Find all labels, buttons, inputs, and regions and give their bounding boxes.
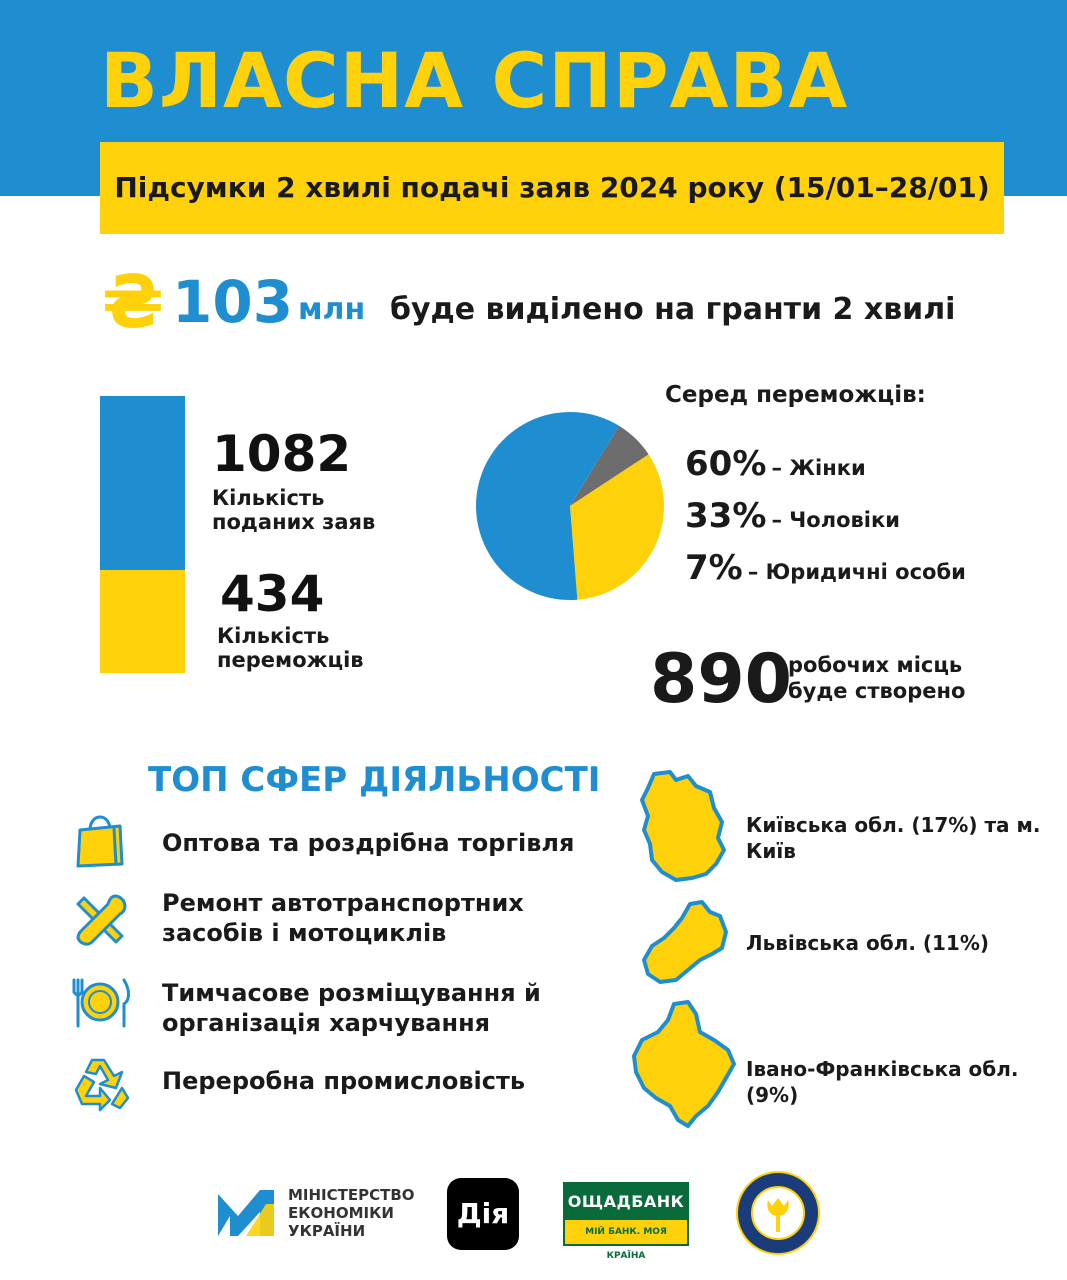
submitted-label: Кількість поданих заяв — [212, 486, 376, 534]
diia-logo-text: Дія — [456, 1197, 510, 1230]
legend-pct: 7% — [685, 548, 743, 588]
lviv-region-map-icon — [640, 898, 732, 988]
oschadbank-slogan: МІЙ БАНК. МОЯ КРАЇНА — [565, 1220, 687, 1244]
ministry-logo-icon — [216, 1186, 276, 1238]
jobs-label: робочих місць буде створено — [788, 653, 966, 703]
employment-service-logo — [735, 1170, 821, 1256]
oschadbank-name: ОЩАДБАНК — [567, 1192, 685, 1211]
tools-icon — [70, 890, 130, 950]
region-label: Київська обл. (17%) та м. Київ — [746, 813, 1041, 863]
ivano-frankivsk-region-map-icon — [630, 1000, 740, 1130]
legend-label: – Чоловіки — [771, 508, 900, 532]
winners-bar — [100, 570, 185, 673]
plate-cutlery-icon — [70, 972, 130, 1032]
oschadbank-logo — [563, 1182, 689, 1261]
page-subtitle: Підсумки 2 хвилі подачі заяв 2024 року (15/01–28/01) — [114, 171, 990, 204]
sector-item: Оптова та роздрібна торгівля — [162, 829, 575, 857]
shopping-bag-icon — [70, 808, 130, 868]
winners-breakdown-title: Серед переможців: — [665, 382, 926, 408]
kyiv-region-map-icon — [636, 768, 728, 884]
grant-amount: 103 — [172, 268, 294, 336]
top-sectors-title: ТОП СФЕР ДІЯЛЬНОСТІ — [148, 760, 601, 800]
hryvnia-icon: ₴ — [102, 260, 164, 344]
diia-logo — [447, 1178, 519, 1250]
region-label: Львівська обл. (11%) — [746, 931, 990, 955]
legend-label: – Юридичні особи — [747, 560, 966, 584]
legend-row-women — [685, 444, 866, 484]
employment-service-seal-icon — [735, 1170, 821, 1256]
winners-count: 434 — [220, 565, 325, 623]
grant-text: буде виділено на гранти 2 хвилі — [390, 292, 956, 327]
employment-service-text — [735, 1170, 736, 1171]
legend-pct: 60% — [685, 444, 767, 484]
legend-row-men — [685, 496, 900, 536]
sector-item: Переробна промисловість — [162, 1067, 526, 1095]
winners-pie-chart — [470, 406, 670, 606]
legend-row-legal-entities — [685, 548, 966, 588]
sector-item: Ремонт автотранспортних засобів і мотоциклів — [162, 889, 524, 947]
region-label: Івано-Франківська обл. (9%) — [746, 1057, 1019, 1107]
sector-item: Тимчасове розміщування й організація харчування — [162, 979, 541, 1037]
legend-label: – Жінки — [771, 456, 866, 480]
recycle-icon — [70, 1052, 130, 1112]
winners-label: Кількість переможців — [217, 624, 364, 672]
submitted-bar — [100, 396, 185, 570]
grant-unit: млн — [298, 292, 366, 327]
ministry-logo-text: МІНІСТЕРСТВО ЕКОНОМІКИ УКРАЇНИ — [288, 1186, 415, 1240]
page-title: ВЛАСНА СПРАВА — [100, 36, 849, 125]
legend-pct: 33% — [685, 496, 767, 536]
submitted-count: 1082 — [212, 425, 352, 483]
jobs-count: 890 — [650, 640, 792, 719]
